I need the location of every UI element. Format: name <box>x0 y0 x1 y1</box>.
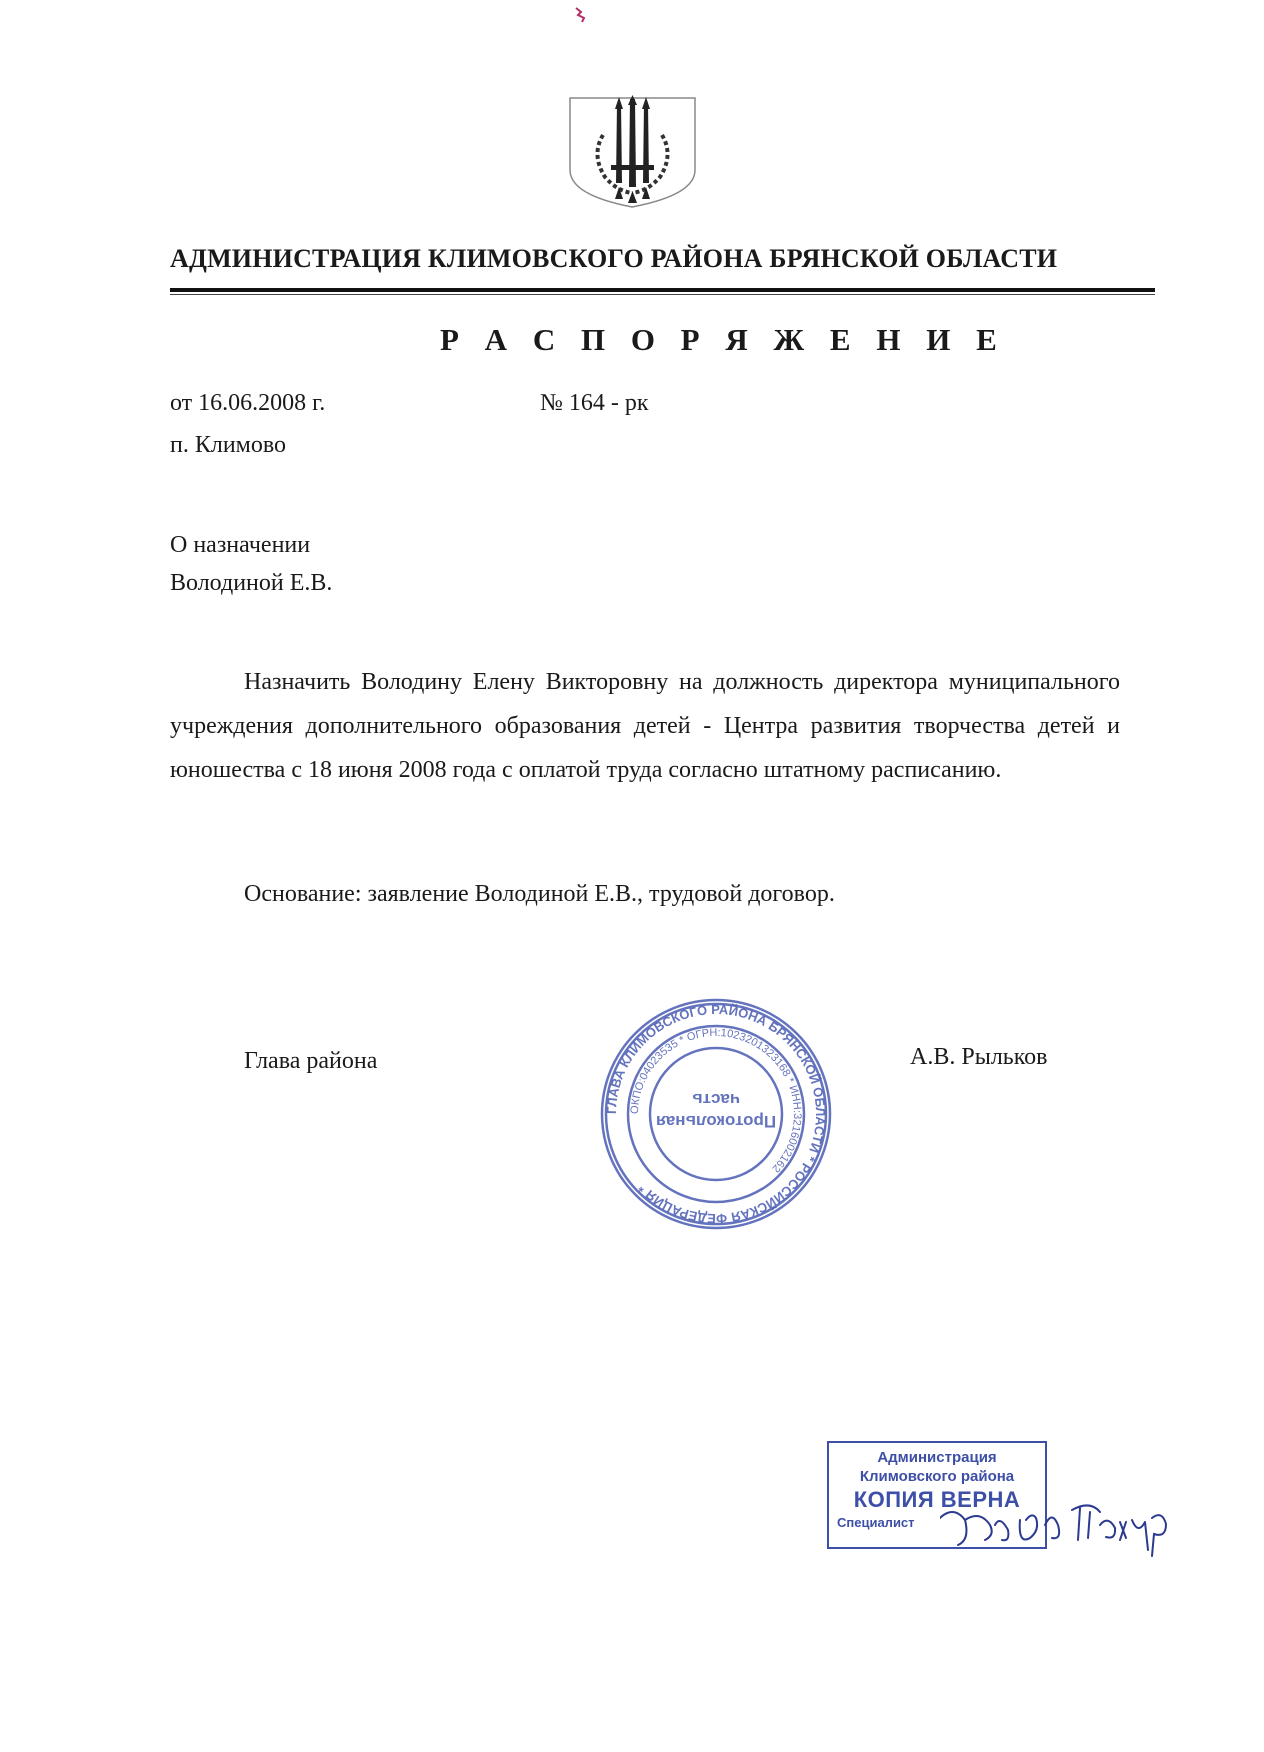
signatory-position: Глава района <box>244 1048 378 1074</box>
handwritten-signature <box>940 1490 1200 1560</box>
stamp-outer-text: ГЛАВА КЛИМОВСКОГО РАЙОНА БРЯНСКОЙ ОБЛАСТИ * РОССИЙСКАЯ ФЕДЕРАЦИЯ * <box>603 1001 829 1227</box>
copy-stamp-line-1: Администрация <box>877 1449 997 1466</box>
organization-header: АДМИНИСТРАЦИЯ КЛИМОВСКОГО РАЙОНА БРЯНСКОЙ ОБЛАСТИ <box>170 244 1058 273</box>
subject-line-1: О назначении <box>170 532 311 558</box>
subject-line-2: Володиной Е.В. <box>170 570 333 596</box>
official-round-stamp <box>596 994 836 1234</box>
stamp-center-line-1: Протокольная <box>655 1112 777 1131</box>
document-date: от 16.06.2008 г. <box>170 390 326 416</box>
header-rule <box>170 288 1155 292</box>
copy-stamp-line-2: Климовского района <box>859 1468 1015 1485</box>
document-type-title: Р А С П О Р Я Ж Е Н И Е <box>440 322 1006 357</box>
document-number: № 164 - рк <box>540 390 649 416</box>
basis-paragraph: Основание: заявление Володиной Е.В., трудовой договор. <box>244 881 835 907</box>
copy-stamp-line-3: КОПИЯ ВЕРНА <box>853 1487 1021 1512</box>
stamp-inner-text: ОКПО:04023535 * ОГРН:1023201323168 * ИНН:3216002162 <box>628 1026 804 1175</box>
document-place: п. Климово <box>170 432 287 458</box>
coat-of-arms-emblem <box>565 95 700 210</box>
header-rule-thin <box>170 294 1155 295</box>
order-paragraph: Назначить Володину Елену Викторовну на должность директора муниципального учреждения дополнительного образования детей - Центра развития творчества детей и юношества с 18 июня 2008 года с оплатой труда согласно штатному расписанию. <box>170 669 1120 783</box>
ink-mark <box>574 6 588 24</box>
copy-stamp-line-4: Специалист <box>837 1515 915 1530</box>
stamp-center-line-2: часть <box>692 1090 740 1109</box>
signatory-name: А.В. Рыльков <box>910 1044 1048 1070</box>
